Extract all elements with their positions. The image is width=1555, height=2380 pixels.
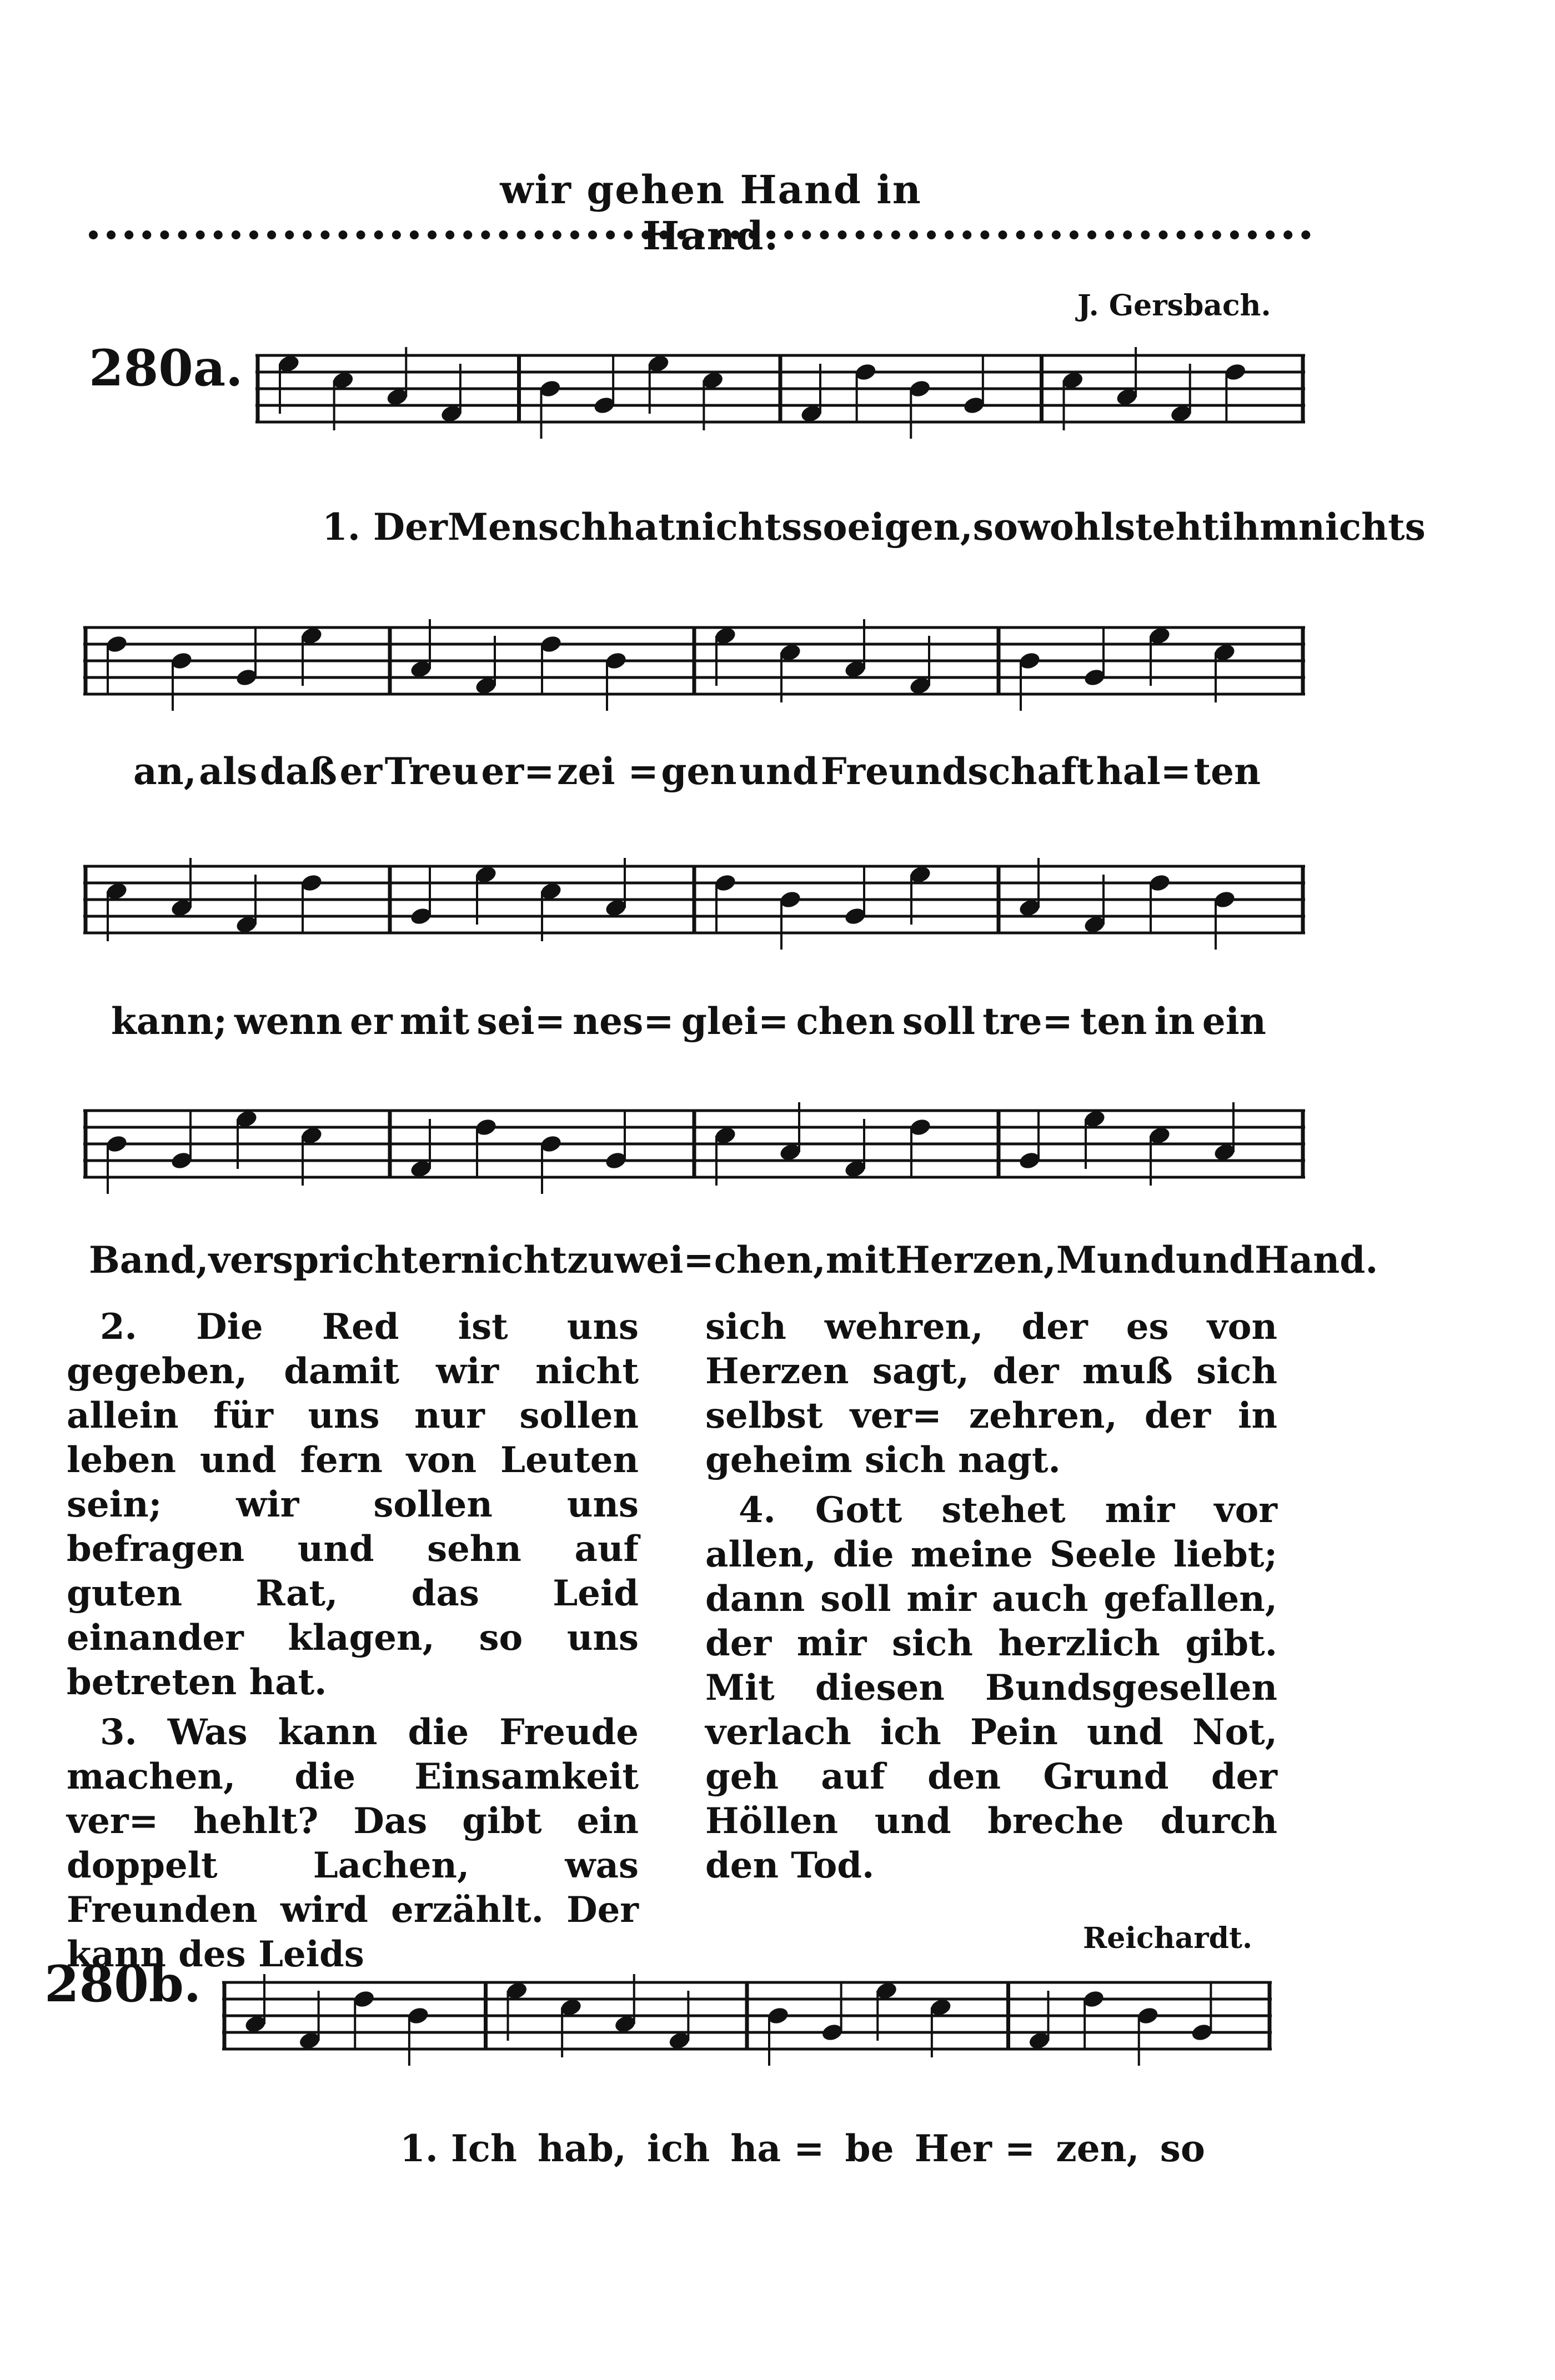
lyric-syllable: und: [1176, 1238, 1255, 1282]
hymn-a-lyric-line-4: [89, 1238, 1378, 1282]
lyric-syllable: ha =: [730, 2127, 825, 2170]
lyric-syllable: glei=: [681, 1000, 789, 1043]
lyric-syllable: Hand.: [1255, 1238, 1378, 1282]
hymn-a-lyric-line-2: [133, 750, 1261, 793]
lyric-syllable: gen: [661, 750, 737, 793]
hymn-b-number: 280b.: [44, 1955, 202, 2014]
lyric-syllable: wenn: [234, 1000, 343, 1043]
lyric-syllable: chen: [796, 1000, 895, 1043]
hymn-a-lyric-line-3: [111, 1000, 1266, 1043]
lyric-syllable: sei=: [476, 1000, 565, 1043]
lyric-syllable: soll: [902, 1000, 976, 1043]
hymn-a-number: 280a.: [89, 339, 243, 398]
lyric-syllable: chen,: [714, 1238, 826, 1282]
hymn-a-staff-4: [83, 1088, 1305, 1199]
lyric-syllable: er: [418, 1238, 461, 1282]
lyric-syllable: er: [349, 1000, 393, 1043]
dotted-rule: [89, 230, 1311, 239]
lyric-syllable: ten: [1080, 1000, 1147, 1043]
hymn-a-composer: J. Gersbach.: [1077, 289, 1271, 323]
lyric-syllable: zen,: [1056, 2127, 1140, 2170]
lyric-syllable: nichts: [675, 505, 802, 549]
lyric-syllable: wohl: [1017, 505, 1115, 549]
lyric-syllable: mit: [825, 1238, 896, 1282]
verse-4: 4. Gott stehet mir vor allen, die meine Seele liebt; dann soll mir auch gefallen, der mir sich herzlich gibt. Mit diesen Bundsgesellen verlach ich Pein und Not, geh auf den Grund der Höllen und breche durch den Tod.: [705, 1489, 1277, 1886]
lyric-syllable: und: [739, 750, 819, 793]
lyric-syllable: zu: [567, 1238, 615, 1282]
lyric-syllable: wei=: [614, 1238, 714, 1282]
verses-left-column: [67, 1305, 639, 1982]
lyric-syllable: Mensch: [447, 505, 608, 549]
hymn-b-staff-1: [222, 1960, 1272, 2071]
lyric-syllable: ten: [1193, 750, 1261, 793]
verse-2: 2. Die Red ist uns gegeben, damit wir nicht allein für uns nur sollen leben und fern von Leuten sein; wir sollen uns befragen und sehn auf guten Rat, das Leid einander klagen, so uns betreten hat.: [67, 1306, 639, 1703]
lyric-syllable: so: [1160, 2127, 1205, 2170]
lyric-syllable: Herzen,: [895, 1238, 1056, 1282]
lyric-syllable: tre=: [982, 1000, 1073, 1043]
lyric-syllable: in: [1154, 1000, 1195, 1043]
staff-lines: [83, 605, 1305, 716]
hymn-a-staff-1: [255, 333, 1305, 444]
lyric-syllable: Freundschaft: [820, 750, 1094, 793]
staff-lines: [83, 844, 1305, 955]
running-head: wir gehen Hand in Hand.: [500, 167, 922, 259]
lyric-syllable: er: [339, 750, 383, 793]
lyric-syllable: Band,: [89, 1238, 209, 1282]
lyric-syllable: daß: [259, 750, 337, 793]
lyric-syllable: an,: [133, 750, 197, 793]
lyric-syllable: Her =: [914, 2127, 1036, 2170]
lyric-syllable: nichts: [1298, 505, 1426, 549]
hymn-b-lyric-line-1: [400, 2127, 1205, 2170]
lyric-syllable: Treu: [384, 750, 479, 793]
lyric-syllable: er=: [481, 750, 555, 793]
lyric-syllable: so: [972, 505, 1018, 549]
lyric-syllable: ihm: [1218, 505, 1298, 549]
hymn-a-lyric-line-1: [322, 505, 1426, 549]
hymn-b-composer: Reichardt.: [1083, 1921, 1253, 1955]
lyric-syllable: hat: [608, 505, 675, 549]
lyric-syllable: 1. Der: [322, 505, 448, 549]
lyric-syllable: Mund: [1056, 1238, 1176, 1282]
lyric-syllable: nicht: [460, 1238, 568, 1282]
lyric-syllable: steht: [1114, 505, 1219, 549]
staff-lines: [255, 333, 1305, 444]
lyric-syllable: ich: [647, 2127, 710, 2170]
lyric-syllable: mit: [399, 1000, 470, 1043]
lyric-syllable: hab,: [538, 2127, 626, 2170]
staff-lines: [83, 1088, 1305, 1199]
lyric-syllable: ein: [1202, 1000, 1266, 1043]
verses-right-column: [705, 1305, 1277, 1894]
lyric-syllable: kann;: [111, 1000, 227, 1043]
lyric-syllable: zei =: [556, 750, 659, 793]
lyric-syllable: verspricht: [208, 1238, 418, 1282]
lyric-syllable: nes=: [573, 1000, 674, 1043]
lyric-syllable: be: [845, 2127, 894, 2170]
verse-3: 3. Was kann die Freude machen, die Einsamkeit ver= hehlt? Das gibt ein doppelt Lachen, was Freunden wird erzählt. Der kann des Leids: [67, 1711, 639, 1975]
lyric-syllable: hal=: [1096, 750, 1191, 793]
lyric-syllable: als: [199, 750, 258, 793]
staff-lines: [222, 1960, 1272, 2071]
lyric-syllable: so: [802, 505, 847, 549]
hymn-a-staff-3: [83, 844, 1305, 955]
hymn-a-staff-2: [83, 605, 1305, 716]
lyric-syllable: 1. Ich: [400, 2127, 517, 2170]
lyric-syllable: eigen,: [847, 505, 973, 549]
verse-3-continued: sich wehren, der es von Herzen sagt, der muß sich selbst ver= zehren, der in geheim sich nagt.: [705, 1306, 1277, 1481]
